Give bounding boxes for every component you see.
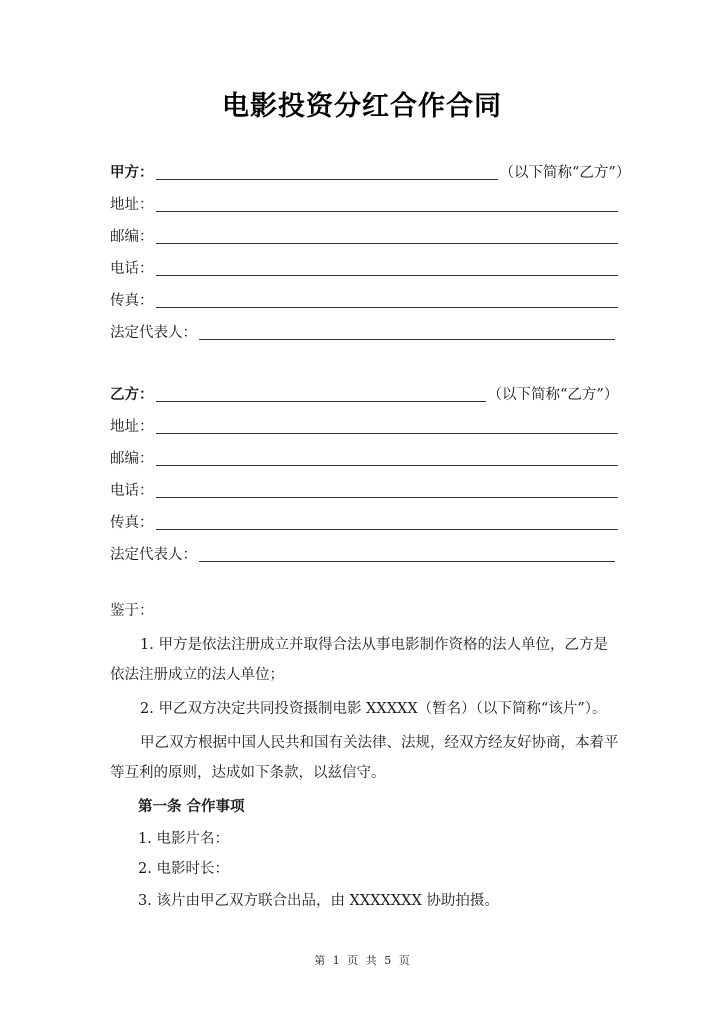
party-b-name-field <box>110 382 618 404</box>
party-b-fax-field <box>110 510 618 532</box>
clause1: 1. 电影片名： <box>138 831 229 847</box>
page-footer <box>0 952 724 968</box>
page-current: 1 <box>332 954 340 967</box>
party-a-name-field <box>110 160 630 182</box>
party-b-postcode-field <box>110 446 618 468</box>
page-mid1: 页 <box>347 954 359 967</box>
item1-line1: 1. 甲方是依法注册成立并取得合法从事电影制作资格的法人单位，乙方是 <box>140 637 608 653</box>
clause3: 3. 该片由甲乙双方联合出品，由 XXXXXXX 协助拍摄。 <box>138 893 499 909</box>
party-b-phone-field <box>110 478 618 500</box>
page-total: 5 <box>384 954 392 967</box>
party-a-legal-rep-label: 法定代表人： <box>110 325 197 341</box>
party-a-fax-blank[interactable] <box>156 291 618 308</box>
party-a-postcode-label: 邮编： <box>110 229 154 245</box>
party-a-name-blank[interactable] <box>156 163 498 180</box>
party-b-phone-label: 电话： <box>110 483 154 499</box>
party-a-name-label: 甲方： <box>110 164 154 181</box>
page-prefix: 第 <box>314 954 326 967</box>
document-title: 电影投资分红合作合同 <box>222 91 502 122</box>
article1-title: 第一条 合作事项 <box>138 798 245 815</box>
whereas-heading: 鉴于： <box>110 603 154 619</box>
party-a-name-suffix: （以下简称“乙方”） <box>499 165 631 181</box>
party-a-legal-rep-field <box>110 320 615 342</box>
page-suffix: 页 <box>398 954 410 967</box>
party-b-legal-rep-label: 法定代表人： <box>110 547 197 563</box>
party-a-fax-label: 传真： <box>110 293 154 309</box>
party-b-postcode-blank[interactable] <box>156 449 618 466</box>
party-a-phone-field <box>110 256 618 278</box>
party-b-legal-rep-field <box>110 542 615 564</box>
party-a-address-blank[interactable] <box>156 195 618 212</box>
party-b-name-label: 乙方： <box>110 386 154 403</box>
party-a-fax-field <box>110 288 618 310</box>
party-b-address-field <box>110 414 618 436</box>
party-b-fax-label: 传真： <box>110 515 154 531</box>
party-b-legal-rep-blank[interactable] <box>199 545 615 562</box>
party-b-fax-blank[interactable] <box>156 513 618 530</box>
page-mid2: 共 <box>365 954 377 967</box>
party-b-address-label: 地址： <box>110 419 154 435</box>
clause2: 2. 电影时长： <box>138 861 229 877</box>
party-a-phone-label: 电话： <box>110 261 154 277</box>
party-a-postcode-blank[interactable] <box>156 227 618 244</box>
party-a-phone-blank[interactable] <box>156 259 618 276</box>
party-b-postcode-label: 邮编： <box>110 451 154 467</box>
party-a-address-field <box>110 192 618 214</box>
party-a-legal-rep-blank[interactable] <box>199 323 615 340</box>
party-b-address-blank[interactable] <box>156 417 618 434</box>
intro-line2: 等互利的原则，达成如下条款，以兹信守。 <box>110 765 386 781</box>
item2: 2. 甲乙双方决定共同投资摄制电影 XXXXX（暂名）（以下简称“该片”）。 <box>140 701 607 717</box>
party-b-name-blank[interactable] <box>156 385 486 402</box>
party-a-postcode-field <box>110 224 618 246</box>
party-b-phone-blank[interactable] <box>156 481 618 498</box>
intro-line1: 甲乙双方根据中国人民共和国有关法律、法规，经双方经友好协商，本着平 <box>140 735 619 751</box>
party-a-address-label: 地址： <box>110 197 154 213</box>
item1-line2: 依法注册成立的法人单位； <box>110 667 284 683</box>
party-b-name-suffix: （以下简称“乙方”） <box>487 387 619 403</box>
